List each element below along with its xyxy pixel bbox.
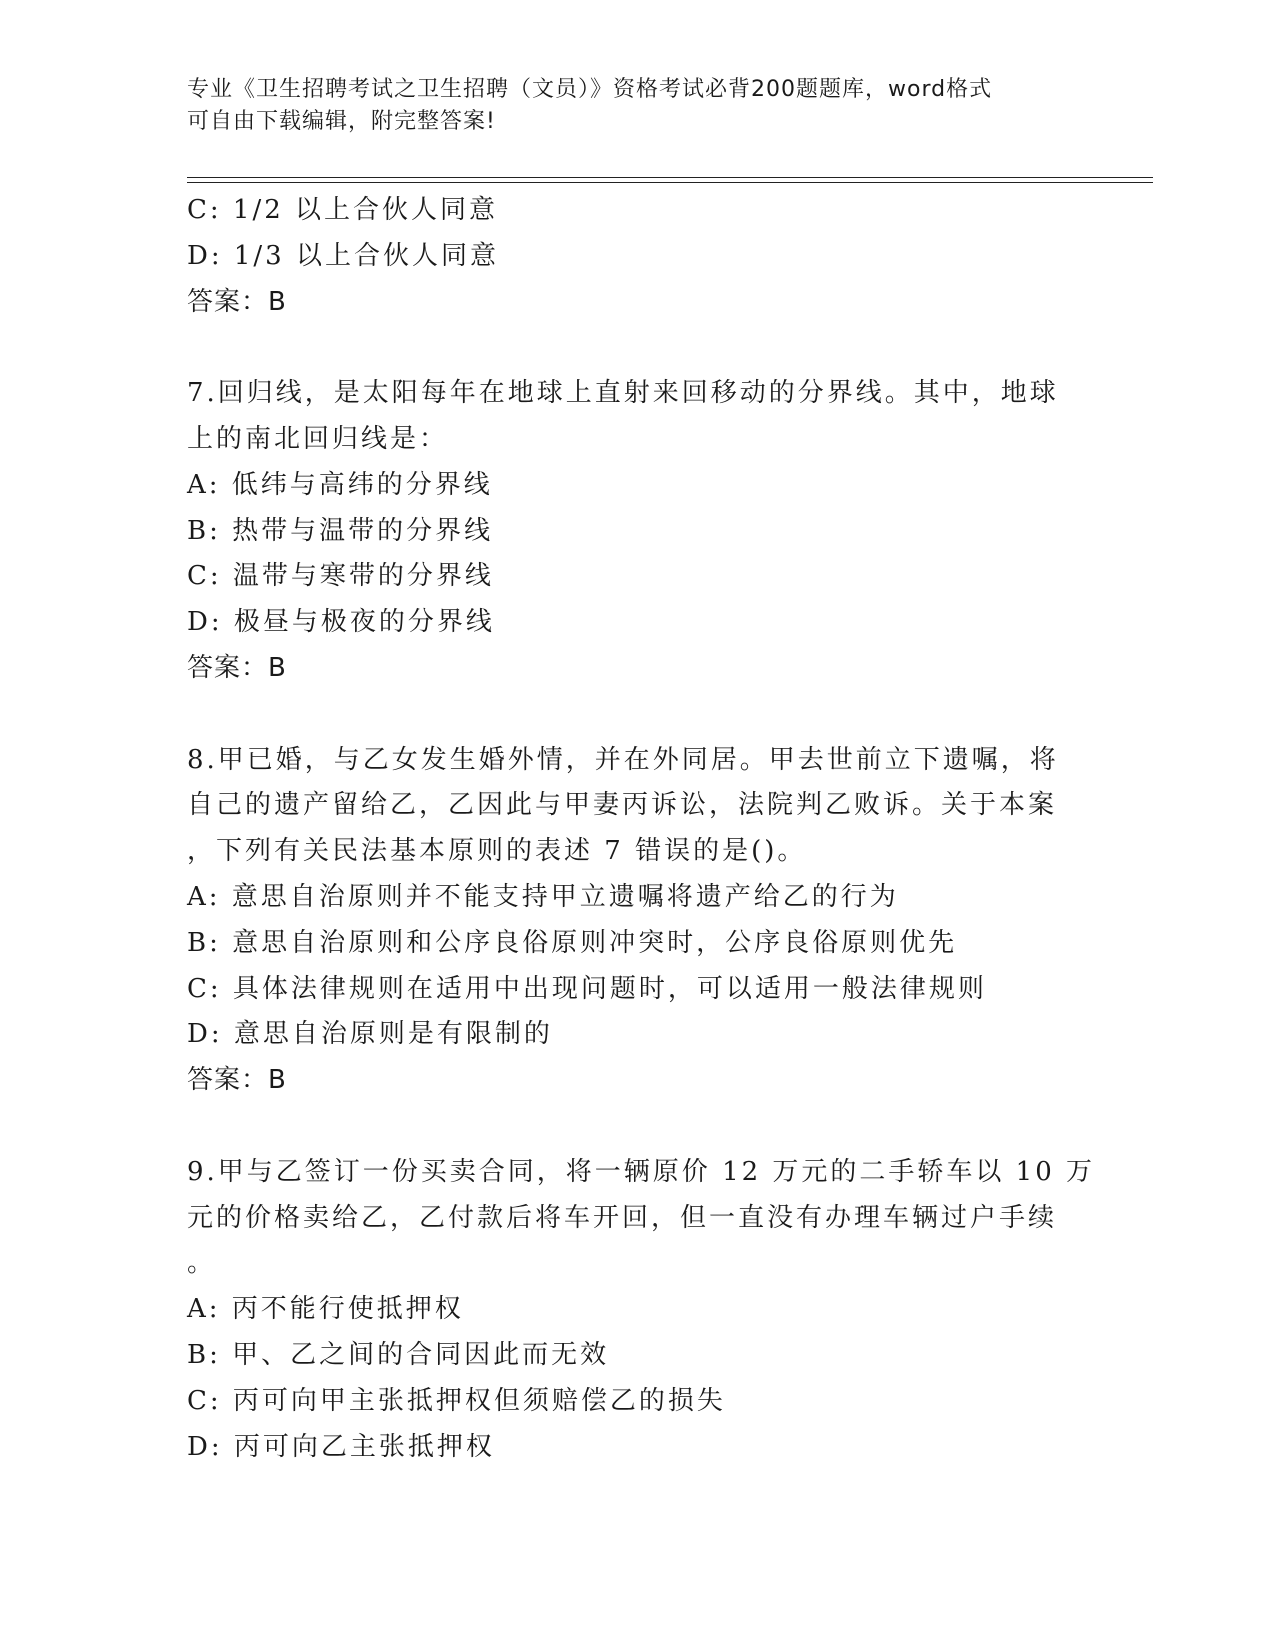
header-title-line-2: 可自由下载编辑，附完整答案! bbox=[187, 109, 496, 134]
option-c: C: 1/2 以上合伙人同意 bbox=[187, 195, 499, 225]
question-stem-line: 7.回归线，是太阳每年在地球上直射来回移动的分界线。其中，地球 bbox=[187, 378, 1059, 409]
spacer bbox=[187, 1104, 1067, 1150]
spacer bbox=[187, 325, 1067, 371]
option-b: B: 意思自治原则和公序良俗原则冲突时，公序良俗原则优先 bbox=[187, 927, 958, 958]
option-d: D: 极昼与极夜的分界线 bbox=[187, 607, 495, 638]
header-title-line-1: 专业《卫生招聘考试之卫生招聘（文员）》资格考试必背200题题库，word格式 bbox=[187, 77, 993, 102]
question-stem-line: 8.甲已婚，与乙女发生婚外情，并在外同居。甲去世前立下遗嘱，将 bbox=[187, 744, 1059, 775]
question-7 bbox=[187, 371, 1067, 692]
question-stem-line: 自己的遗产留给乙，乙因此与甲妻丙诉讼，法院判乙败诉。关于本案 bbox=[187, 790, 1058, 821]
option-c: C: 丙可向甲主张抵押权但须赔偿乙的损失 bbox=[187, 1385, 726, 1416]
option-a: A: 丙不能行使抵押权 bbox=[187, 1294, 464, 1325]
option-c: C: 具体法律规则在适用中出现问题时，可以适用一般法律规则 bbox=[187, 973, 987, 1004]
option-b: B: 甲、乙之间的合同因此而无效 bbox=[187, 1339, 610, 1370]
answer-line: 答案：B bbox=[187, 1065, 287, 1096]
option-d: D: 意思自治原则是有限制的 bbox=[187, 1019, 553, 1050]
option-b: B: 热带与温带的分界线 bbox=[187, 515, 494, 546]
question-stem-line: 。 bbox=[187, 1248, 217, 1279]
document-header bbox=[187, 74, 1067, 138]
question-stem-line: 上的南北回归线是： bbox=[187, 423, 449, 454]
question-stem-line: ，下列有关民法基本原则的表述 7 错误的是()。 bbox=[187, 836, 807, 867]
option-a: A: 低纬与高纬的分界线 bbox=[187, 469, 493, 500]
question-stem-line: 元的价格卖给乙，乙付款后将车开回，但一直没有办理车辆过户手续 bbox=[187, 1202, 1058, 1233]
question-list bbox=[187, 188, 1096, 1470]
spacer bbox=[187, 692, 1067, 738]
question-stem-line: 9.甲与乙签订一份买卖合同，将一辆原价 12 万元的二手轿车以 10 万 bbox=[187, 1156, 1096, 1187]
header-divider-top bbox=[187, 177, 1153, 178]
question-8 bbox=[187, 738, 1067, 1104]
option-d: D: 丙可向乙主张抵押权 bbox=[187, 1431, 495, 1462]
option-a: A: 意思自治原则并不能支持甲立遗嘱将遗产给乙的行为 bbox=[187, 881, 899, 912]
option-d: D: 1/3 以上合伙人同意 bbox=[187, 240, 499, 271]
answer-line: 答案：B bbox=[187, 286, 287, 317]
answer-line: 答案：B bbox=[187, 652, 287, 683]
question-9 bbox=[187, 1150, 1096, 1471]
header-divider-bottom bbox=[187, 182, 1153, 183]
option-c: C: 温带与寒带的分界线 bbox=[187, 561, 494, 592]
question-6-tail bbox=[187, 188, 1067, 325]
